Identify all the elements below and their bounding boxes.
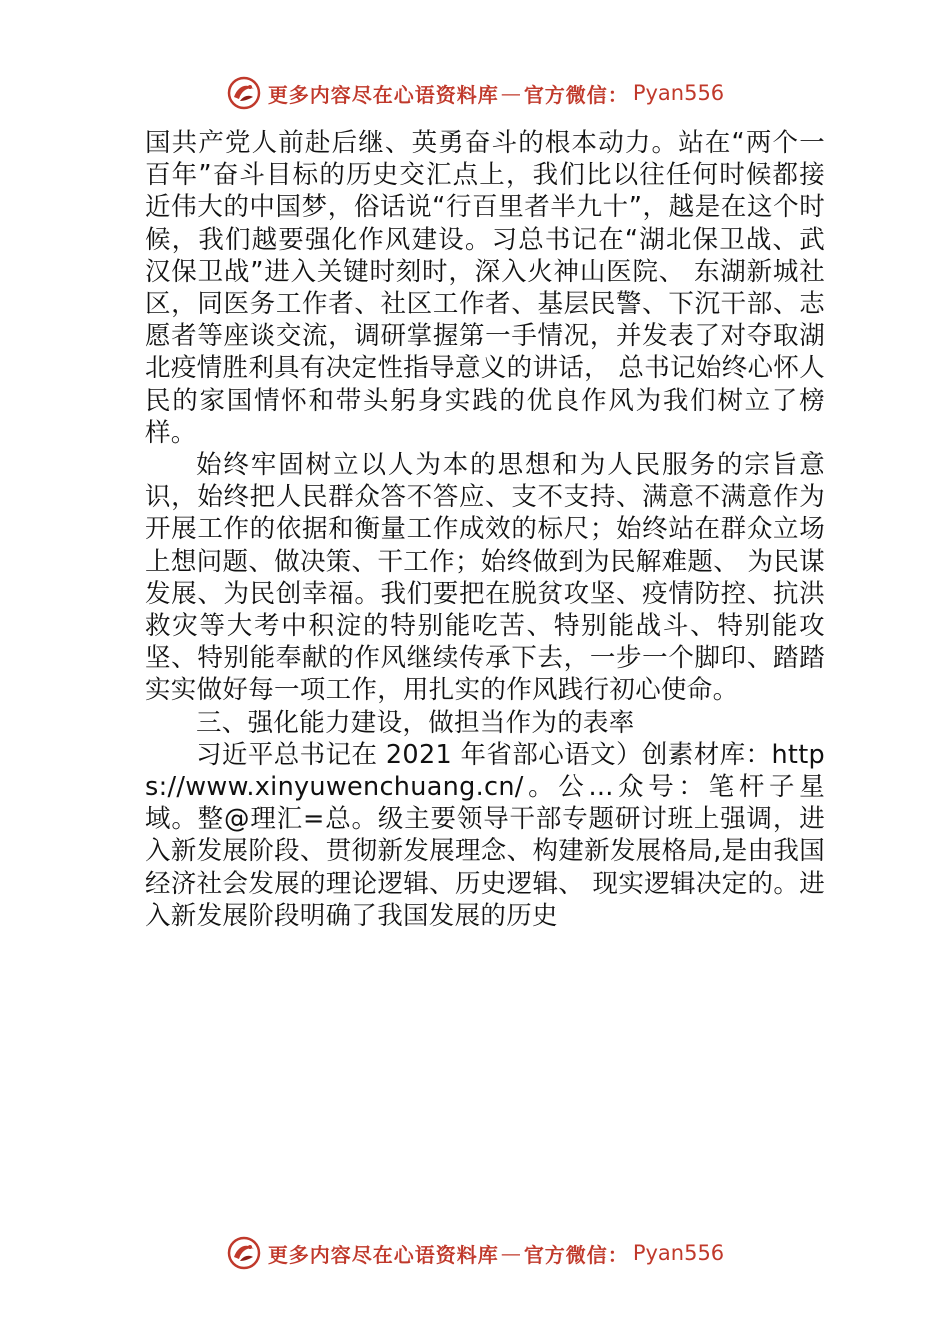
footer-watermark-banner <box>0 1233 950 1273</box>
banner-wechat-id: Pyan556 <box>632 1241 725 1265</box>
banner-wechat-label: 官方微信： <box>523 82 629 107</box>
paragraph-continued: 国共产党人前赴后继、英勇奋斗的根本动力。站在“两个一百年”奋斗目标的历史交汇点上，我们比以往任何时候都接近伟大的中国梦，俗话说“行百里者半九十”，越是在这个时候，我们越要强化作风建设。习总书记在“湖北保卫战、武汉保卫战”进入关键时刻时，深入火神山医院、 东湖新城社区，同医务工作者、社区工作者、基层民警、下沉干部、志愿者等座谈交流，调研掌握第一手情况，并发表了对夺取湖北疫情胜利具有决定性指导意义的讲话， 总书记始终心怀人民的家国情怀和带头躬身实践的优良作风为我们树立了榜样。 <box>145 128 825 448</box>
banner-separator: — <box>500 81 522 105</box>
paragraph: 习近平总书记在 2021 年省部心语文）创素材库：https://www.xinyuwenchuang.cn/。公...众号：笔杆子星域。整@理汇=总。级主要领导干部专题研讨班上强调，进入新发展阶段、贯彻新发展理念、构建新发展格局,是由我国经济社会发展的理论逻辑、历史逻辑、 现实逻辑决定的。进入新发展阶段明确了我国发展的历史 <box>145 739 825 931</box>
banner-brand-text: 更多内容尽在心语资料库 <box>267 1242 499 1267</box>
banner-wechat-label: 官方微信： <box>523 1242 629 1267</box>
banner-separator: — <box>500 1241 522 1265</box>
paragraph: 始终牢固树立以人为本的思想和为人民服务的宗旨意识，始终把人民群众答不答应、支不支持、满意不满意作为开展工作的依据和衡量工作成效的标尺；始终站在群众立场上想问题、做决策、干工作；始终做到为民解难题、 为民谋发展、为民创幸福。我们要把在脱贫攻坚、疫情防控、抗洪救灾等大考中积淀的特别能吃苦、特别能战斗、特别能攻坚、特别能奉献的作风继续传承下去，一步一个脚印、踏踏实实做好每一项工作，用扎实的作风践行初心使命。 <box>145 450 825 706</box>
banner-wechat-id: Pyan556 <box>632 81 725 105</box>
banner-brand-text: 更多内容尽在心语资料库 <box>267 82 499 107</box>
seal-logo-icon <box>226 75 262 111</box>
section-heading: 三、强化能力建设，做担当作为的表率 <box>196 707 635 738</box>
header-watermark-banner <box>0 73 950 113</box>
seal-logo-icon <box>226 1235 262 1271</box>
document-body <box>145 127 825 932</box>
